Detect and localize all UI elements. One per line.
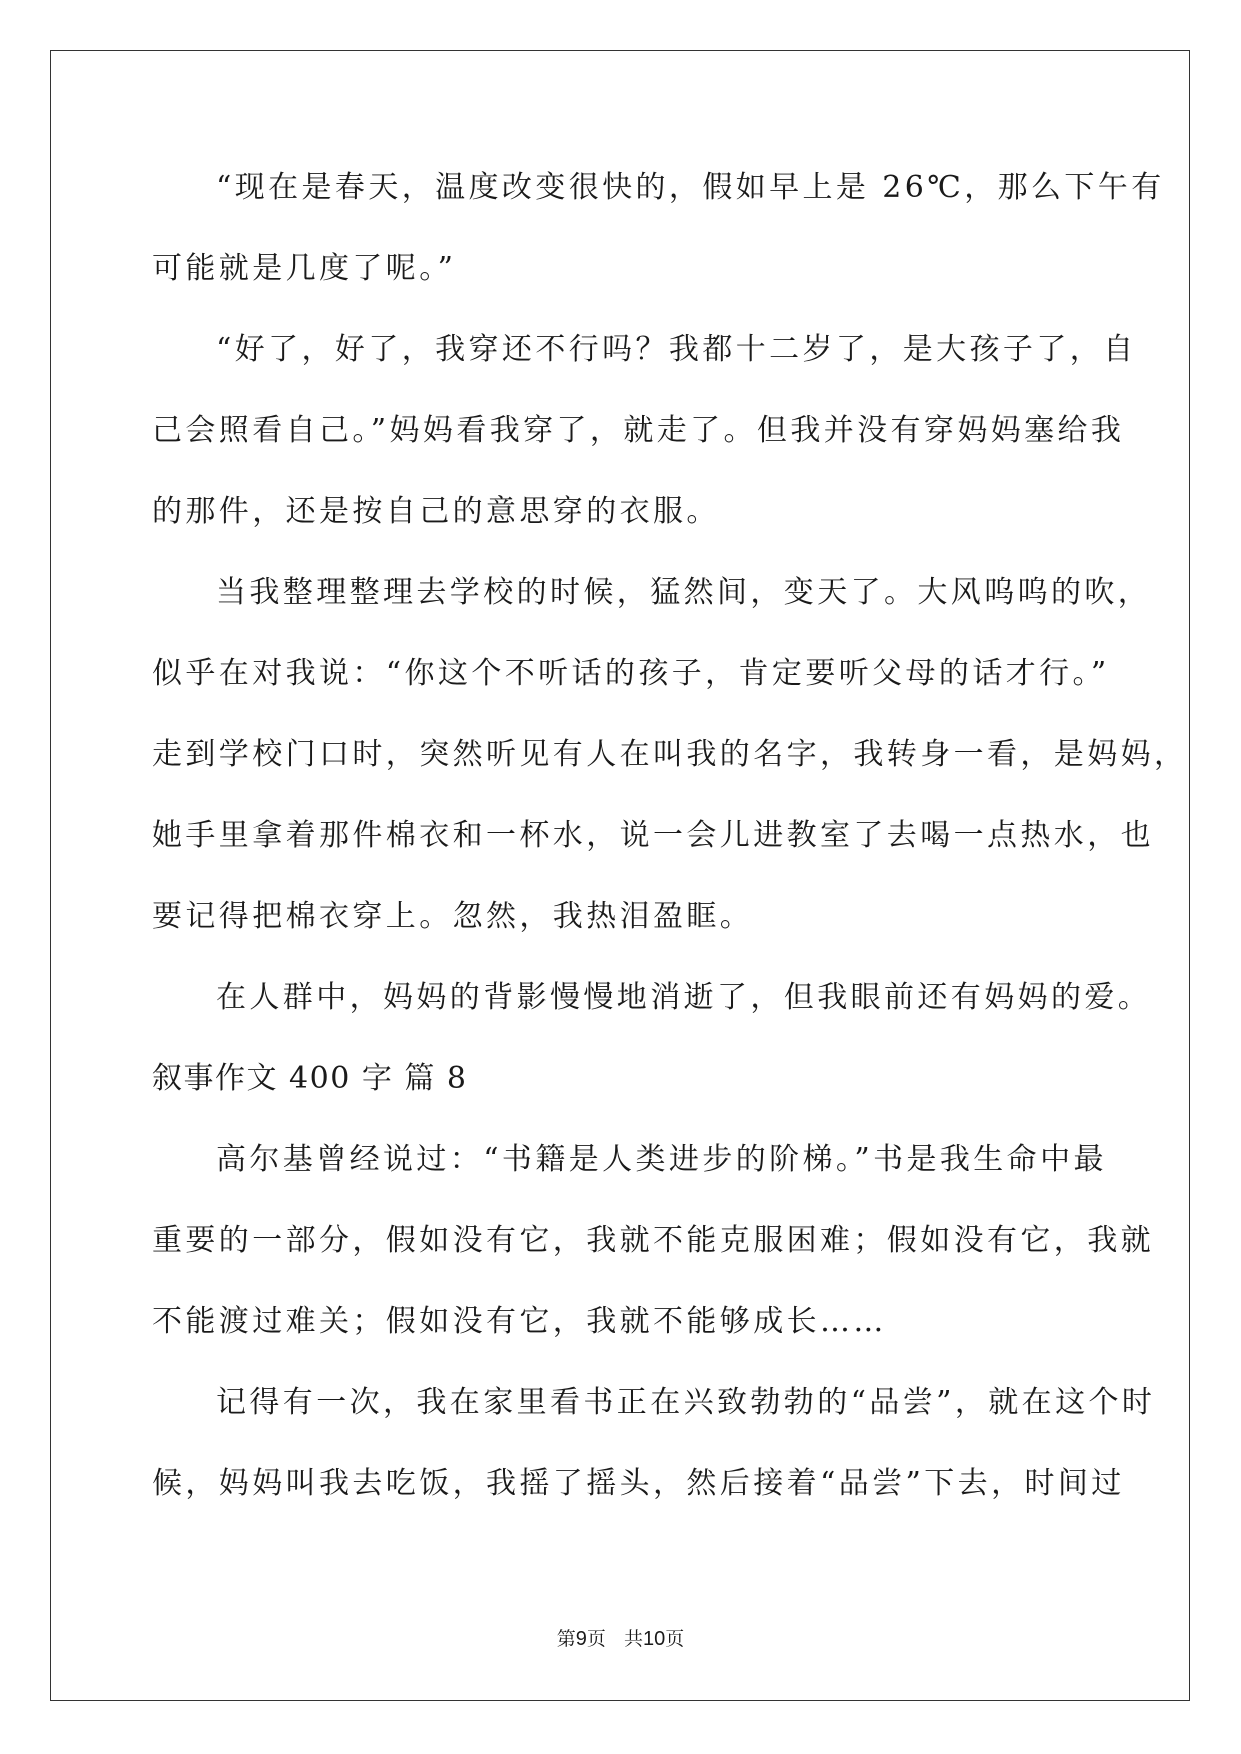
total-suffix: 页 — [665, 1628, 685, 1650]
document-body — [152, 155, 1188, 1532]
paragraph-line: 不能渡过难关；假如没有它，我就不能够成长…… — [152, 1304, 887, 1339]
paragraph-line: 的那件，还是按自己的意思穿的衣服。 — [152, 494, 720, 529]
paragraph-line: 高尔基曾经说过：“书籍是人类进步的阶梯。”书是我生命中最 — [216, 1142, 1107, 1177]
paragraph-line: 候，妈妈叫我去吃饭，我摇了摇头，然后接着“品尝”下去，时间过 — [152, 1466, 1125, 1501]
paragraph-line: 记得有一次，我在家里看书正在兴致勃勃的“品尝”，就在这个时 — [216, 1385, 1156, 1420]
paragraph-line: “现在是春天，温度改变很快的，假如早上是 26℃，那么下午有 — [216, 170, 1165, 205]
page-number: 9 — [575, 1628, 587, 1650]
paragraph-line: 似乎在对我说：“你这个不听话的孩子，肯定要听父母的话才行。” — [152, 656, 1110, 691]
page-suffix: 页 — [586, 1628, 606, 1650]
paragraph-line: 重要的一部分，假如没有它，我就不能克服困难；假如没有它，我就 — [152, 1223, 1154, 1258]
paragraph-line: 当我整理整理去学校的时候，猛然间，变天了。大风呜呜的吹， — [216, 575, 1152, 610]
paragraph-line: 她手里拿着那件棉衣和一杯水，说一会儿进教室了去喝一点热水，也 — [152, 818, 1154, 853]
paragraph-line: 要记得把棉衣穿上。忽然，我热泪盈眶。 — [152, 899, 754, 934]
paragraph-line: 己会照看自己。”妈妈看我穿了，就走了。但我并没有穿妈妈塞给我 — [152, 413, 1125, 448]
page-footer — [0, 1626, 1241, 1652]
page-prefix: 第 — [556, 1628, 576, 1650]
total-pages: 10 — [643, 1628, 666, 1650]
section-heading: 叙事作文 400 字 篇 8 — [152, 1061, 468, 1096]
paragraph-line: 可能就是几度了呢。” — [152, 251, 457, 286]
total-prefix: 共 — [624, 1628, 644, 1650]
paragraph-line: “好了，好了，我穿还不行吗？我都十二岁了，是大孩子了，自 — [216, 332, 1137, 367]
paragraph-line: 在人群中，妈妈的背影慢慢地消逝了，但我眼前还有妈妈的爱。 — [216, 980, 1152, 1015]
paragraph-line: 走到学校门口时，突然听见有人在叫我的名字，我转身一看，是妈妈， — [152, 737, 1188, 772]
